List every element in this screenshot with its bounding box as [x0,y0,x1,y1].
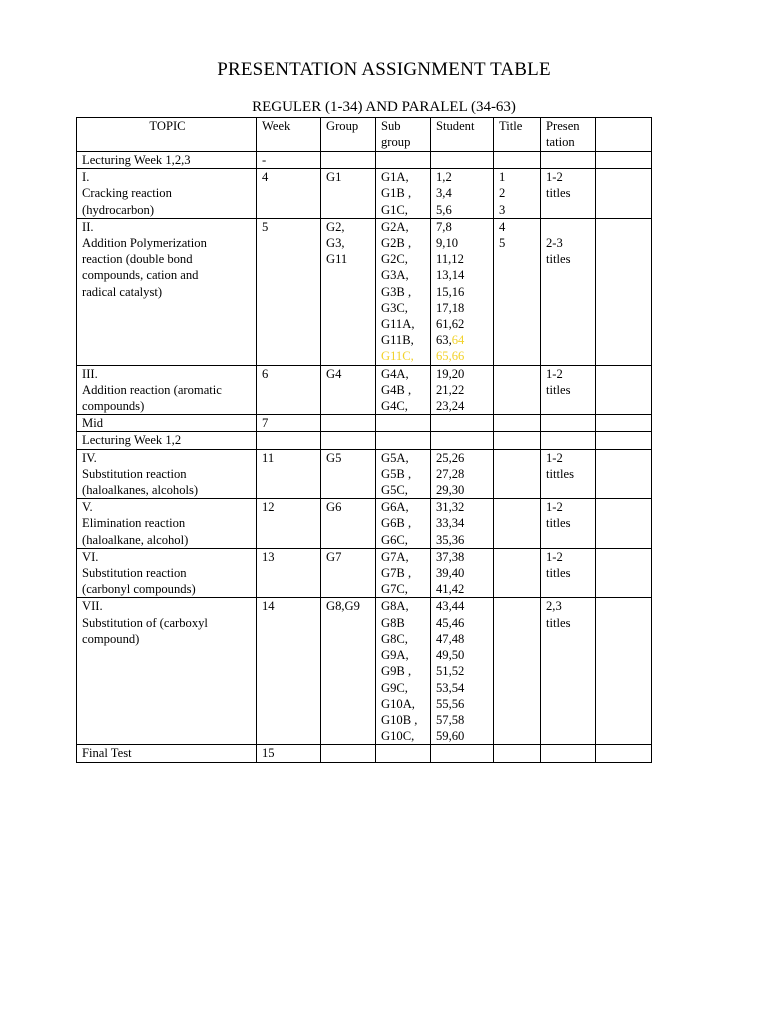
group-line: G7 [326,549,342,564]
topic-line: (hydrocarbon) [82,202,155,217]
subgroup-line: G3C, [381,300,408,315]
title-cell [494,365,541,415]
topic-line: Cracking reaction [82,186,172,201]
student-cell [431,432,494,449]
student-line: 57,58 [436,712,465,727]
subgroup-cell [376,449,431,499]
topic-line: VI. [82,549,99,564]
presentation-cell [541,365,596,415]
subgroup-line: G6C, [381,532,408,547]
subgroup-cell [376,548,431,598]
table-row [77,415,652,432]
student-line: 5,6 [436,202,452,217]
group-cell [321,548,376,598]
topic-line: (carbonyl compounds) [82,582,196,597]
header-student: Student [431,118,494,152]
presentation-cell [541,745,596,762]
student-line: 45,46 [436,615,465,630]
presentation-cell [541,449,596,499]
subgroup-cell [376,169,431,219]
student-line: 27,28 [436,466,465,481]
topic-cell: Lecturing Week 1,2 [77,432,257,449]
title-cell [494,598,541,745]
group-line: G5 [326,450,342,465]
week-cell: - [257,152,321,169]
student-cell [431,169,494,219]
student-number: 63, [436,333,452,348]
topic-line: Addition Polymerization [82,236,207,251]
subgroup-line: G6B , [381,516,412,531]
topic-line: (haloalkane, alcohol) [82,532,189,547]
student-cell [431,499,494,549]
title-cell [494,169,541,219]
topic-cell [77,169,257,219]
group-line: G6 [326,500,342,515]
subgroup-line-highlighted: G11C, [381,349,414,364]
subgroup-cell [376,415,431,432]
student-line: 29,30 [436,483,465,498]
student-cell [431,745,494,762]
week-cell: 5 [257,218,321,365]
title-cell [494,745,541,762]
subgroup-line: G10C, [381,729,415,744]
topic-line: V. [82,500,93,515]
student-line [436,332,490,348]
student-line: 47,48 [436,631,465,646]
group-cell [321,152,376,169]
week-cell: 14 [257,598,321,745]
presentation-line: 1-2 [546,170,563,185]
topic-line: compounds) [82,399,145,414]
table-row [77,449,652,499]
subgroup-line: G2A, [381,219,409,234]
assignment-table-container [76,117,652,763]
group-cell [321,218,376,365]
title-line: 3 [499,202,506,217]
topic-cell: Mid [77,415,257,432]
title-cell [494,449,541,499]
student-line: 55,56 [436,696,465,711]
student-line: 7,8 [436,219,452,234]
subgroup-cell [376,152,431,169]
student-cell [431,548,494,598]
table-row [77,432,652,449]
presentation-line: titles [546,615,571,630]
document-subtitle: REGULER (1-34) AND PARALEL (34-63) [252,99,516,115]
header-presentation-line: tation [546,135,575,150]
title-cell [494,218,541,365]
subgroup-line: G8A, [381,599,409,614]
topic-line: Addition reaction (aromatic [82,382,222,397]
student-line: 61,62 [436,317,465,332]
subgroup-line: G8B [381,615,405,630]
student-cell [431,598,494,745]
table-row [77,152,652,169]
student-line: 21,22 [436,382,465,397]
title-line: 1 [499,170,506,185]
extra-cell [596,745,652,762]
week-cell: 12 [257,499,321,549]
assignment-table [76,117,652,763]
student-line: 17,18 [436,300,465,315]
topic-line: IV. [82,450,97,465]
topic-line: compounds, cation and [82,268,199,283]
table-row [77,169,652,219]
subgroup-cell [376,432,431,449]
presentation-spacer [546,219,592,235]
title-cell [494,415,541,432]
subgroup-cell [376,365,431,415]
topic-line: I. [82,170,90,185]
subgroup-line: G1A, [381,170,409,185]
student-cell [431,152,494,169]
presentation-cell [541,415,596,432]
presentation-line: 2-3 [546,236,563,251]
week-cell: 6 [257,365,321,415]
subgroup-line: G5A, [381,450,409,465]
presentation-line: 2,3 [546,599,562,614]
student-cell [431,449,494,499]
student-cell [431,218,494,365]
extra-cell [596,598,652,745]
title-cell [494,432,541,449]
student-line: 37,38 [436,549,465,564]
topic-line: reaction (double bond [82,252,193,267]
group-cell [321,365,376,415]
group-cell [321,432,376,449]
presentation-line: 1-2 [546,549,563,564]
group-line: G4 [326,366,342,381]
table-row [77,499,652,549]
topic-line: II. [82,219,94,234]
header-subgroup-line: Sub [381,119,401,133]
header-topic: TOPIC [77,118,257,152]
topic-line: Substitution reaction [82,566,187,581]
subgroup-line: G3B , [381,284,412,299]
subgroup-line: G9B , [381,664,412,679]
presentation-line: titles [546,382,571,397]
presentation-cell [541,218,596,365]
topic-cell: Final Test [77,745,257,762]
student-line: 49,50 [436,648,465,663]
extra-cell [596,499,652,549]
subgroup-line: G11A, [381,317,415,332]
group-cell [321,598,376,745]
week-cell: 15 [257,745,321,762]
subgroup-line: G10B , [381,712,418,727]
student-cell [431,365,494,415]
student-line: 25,26 [436,450,465,465]
subgroup-cell [376,218,431,365]
title-line: 4 [499,219,506,234]
student-line: 35,36 [436,532,465,547]
topic-cell [77,548,257,598]
title-line: 2 [499,186,506,201]
document-title: PRESENTATION ASSIGNMENT TABLE [217,59,551,80]
subgroup-cell [376,499,431,549]
student-line: 51,52 [436,664,465,679]
topic-cell: Lecturing Week 1,2,3 [77,152,257,169]
header-subgroup-line: group [381,135,411,150]
extra-cell [596,218,652,365]
subgroup-line: G4C, [381,399,408,414]
student-line: 1,2 [436,170,452,185]
presentation-cell [541,432,596,449]
student-line: 15,16 [436,284,465,299]
student-line: 59,60 [436,729,465,744]
week-cell: 13 [257,548,321,598]
week-cell: 11 [257,449,321,499]
title-cell [494,548,541,598]
topic-line: radical catalyst) [82,284,163,299]
subgroup-line: G7C, [381,582,408,597]
header-presentation [541,118,596,152]
subgroup-line: G1C, [381,202,408,217]
group-line: G2, [326,219,345,234]
presentation-line: titles [546,566,571,581]
topic-line: III. [82,366,98,381]
student-line: 31,32 [436,500,465,515]
subgroup-line: G1B , [381,186,412,201]
group-cell [321,415,376,432]
extra-cell [596,432,652,449]
student-line: 23,24 [436,399,465,414]
presentation-cell [541,548,596,598]
student-line: 43,44 [436,599,465,614]
topic-cell [77,598,257,745]
student-line: 33,34 [436,516,465,531]
group-cell [321,169,376,219]
table-row [77,598,652,745]
week-cell: 7 [257,415,321,432]
group-cell [321,499,376,549]
subgroup-cell [376,745,431,762]
title-line: 5 [499,236,506,251]
topic-cell [77,218,257,365]
extra-cell [596,548,652,598]
presentation-cell [541,152,596,169]
subgroup-line: G7A, [381,549,409,564]
student-line: 13,14 [436,268,465,283]
extra-cell [596,152,652,169]
week-cell [257,432,321,449]
presentation-line: titles [546,252,571,267]
header-subgroup [376,118,431,152]
table-row [77,548,652,598]
title-cell [494,152,541,169]
group-cell [321,745,376,762]
student-line-highlighted: 65,66 [436,349,465,364]
presentation-line: titles [546,516,571,531]
presentation-cell [541,598,596,745]
topic-cell [77,365,257,415]
presentation-line: 1-2 [546,500,563,515]
topic-line: VII. [82,599,103,614]
title-cell [494,499,541,549]
subgroup-line: G3A, [381,268,409,283]
group-line: G3, [326,236,345,251]
student-number-highlighted: 64 [451,333,465,348]
topic-line: Substitution of (carboxyl [82,615,208,630]
presentation-line: titles [546,186,571,201]
header-extra [596,118,652,152]
extra-cell [596,415,652,432]
header-week: Week [257,118,321,152]
student-line: 53,54 [436,680,465,695]
group-line: G1 [326,170,342,185]
presentation-line: tittles [546,466,574,481]
subgroup-line: G8C, [381,631,408,646]
student-cell [431,415,494,432]
subgroup-line: G2C, [381,252,408,267]
header-presentation-line: Presen [546,119,580,133]
group-line: G11 [326,252,348,267]
subgroup-line: G10A, [381,696,415,711]
table-row [77,745,652,762]
presentation-line: 1-2 [546,450,563,465]
subgroup-line: G11B, [381,333,414,348]
presentation-line: 1-2 [546,366,563,381]
student-line: 19,20 [436,366,465,381]
student-line: 39,40 [436,566,465,581]
presentation-cell [541,499,596,549]
group-cell [321,449,376,499]
subgroup-line: G2B , [381,236,412,251]
group-line: G8,G9 [326,599,360,614]
table-header-row [77,118,652,152]
subgroup-line: G4A, [381,366,409,381]
week-cell: 4 [257,169,321,219]
topic-line: Elimination reaction [82,516,186,531]
table-row [77,218,652,365]
presentation-cell [541,169,596,219]
subgroup-line: G4B , [381,382,412,397]
student-line: 11,12 [436,252,464,267]
header-title: Title [494,118,541,152]
student-line: 3,4 [436,186,452,201]
student-line: 9,10 [436,236,459,251]
subgroup-line: G9C, [381,680,408,695]
subgroup-line: G5C, [381,483,408,498]
extra-cell [596,169,652,219]
subgroup-line: G9A, [381,648,409,663]
topic-line: Substitution reaction [82,466,187,481]
topic-line: compound) [82,631,140,646]
topic-cell [77,449,257,499]
subgroup-line: G7B , [381,566,412,581]
subgroup-cell [376,598,431,745]
subgroup-line: G6A, [381,500,409,515]
student-line: 41,42 [436,582,465,597]
header-group: Group [321,118,376,152]
topic-line: (haloalkanes, alcohols) [82,483,199,498]
extra-cell [596,365,652,415]
topic-cell [77,499,257,549]
subgroup-line: G5B , [381,466,412,481]
table-row [77,365,652,415]
extra-cell [596,449,652,499]
